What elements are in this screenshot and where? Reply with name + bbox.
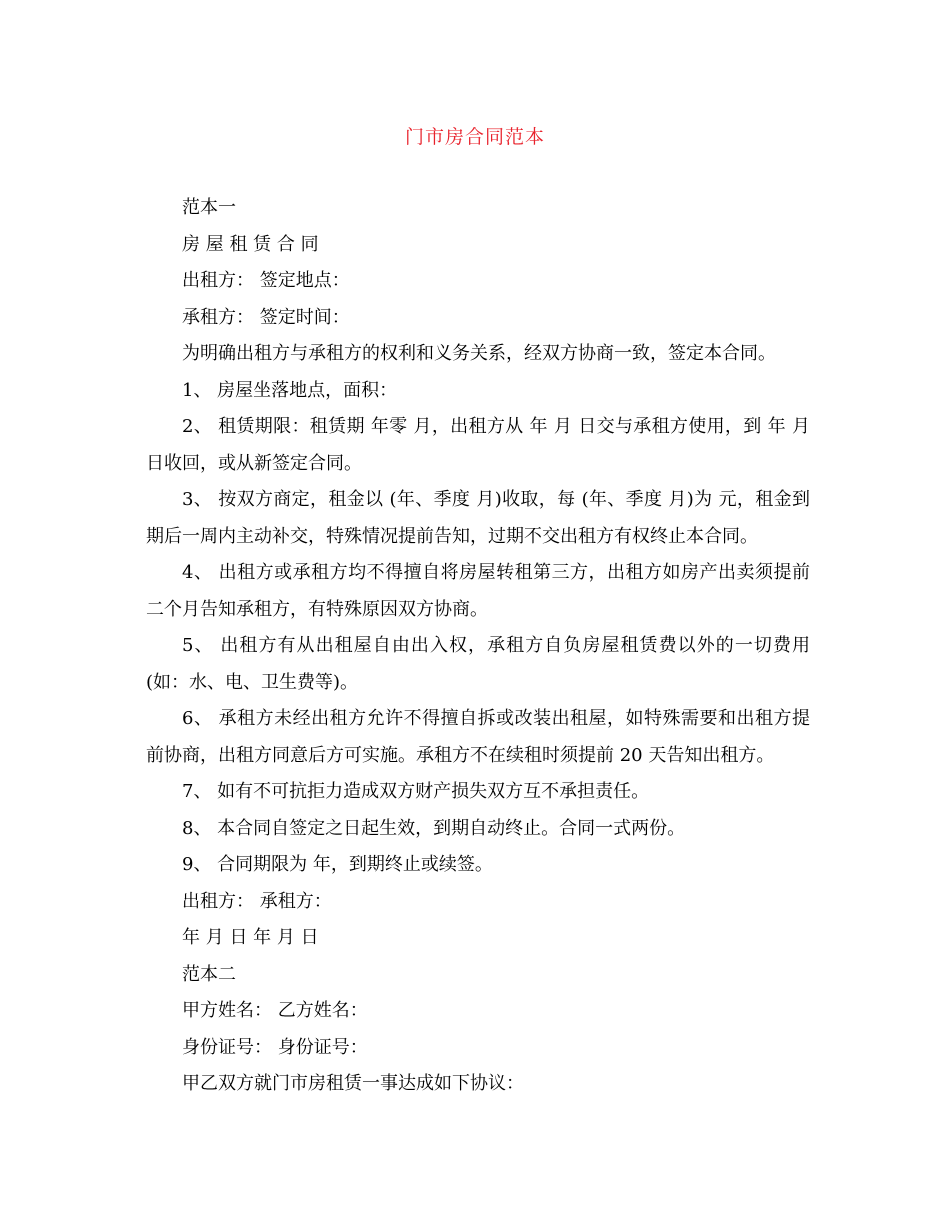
id-numbers-line: 身份证号： 身份证号： [182, 1036, 368, 1058]
lessor-signing-place-line: 出租方： 签定地点： [182, 270, 350, 291]
clause-1: 1、 房屋坐落地点，面积： [182, 379, 398, 401]
section-heading-template-two: 范本二 [182, 963, 236, 985]
clause-2: 2、 租赁期限：租赁期 年零 月，出租方从 年 月 日交与承租方使用，到 年 月日收回，或从新签定合同。 [146, 416, 810, 474]
section-heading-template-one: 范本一 [182, 197, 236, 218]
party-names-line: 甲方姓名： 乙方姓名： [182, 1000, 368, 1021]
clause-8: 8、 本合同自签定之日起生效，到期自动终止。合同一式两份。 [182, 817, 686, 839]
document-title: 门市房合同范本 [404, 126, 545, 148]
clause-9: 9、 合同期限为 年，到期终止或续签。 [182, 854, 493, 875]
signature-dates-line: 年 月 日 年 月 日 [182, 927, 319, 948]
contract-heading: 房 屋 租 赁 合 同 [182, 233, 319, 255]
signature-parties-line: 出租方： 承租方： [182, 890, 332, 912]
clause-3: 3、 按双方商定，租金以 (年、季度 月)收取，每 (年、季度 月)为 元，租金到期后一周内主动补交，特殊情况提前告知，过期不交出租方有权终止本合同。 [146, 489, 810, 547]
clause-7: 7、 如有不可抗拒力造成双方财产损失双方互不承担责任。 [182, 781, 650, 802]
clause-6: 6、 承租方未经出租方允许不得擅自拆或改装出租屋，如特殊需要和出租方提前协商，出租方同意后方可实施。承租方不在续租时须提前 20 天告知出租方。 [146, 708, 810, 766]
clause-5: 5、 出租方有从出租屋自由出入权，承租方自负房屋租赁费以外的一切费用(如：水、电、卫生费等)。 [146, 635, 810, 693]
preamble-paragraph: 为明确出租方与承租方的权利和义务关系，经双方协商一致，签定本合同。 [182, 343, 776, 364]
document-body [146, 190, 810, 1103]
agreement-intro-line: 甲乙双方就门市房租赁一事达成如下协议： [182, 1073, 524, 1094]
lessee-signing-time-line: 承租方： 签定时间： [182, 306, 350, 328]
clause-4: 4、 出租方或承租方均不得擅自将房屋转租第三方，出租方如房产出卖须提前二个月告知承租方，有特殊原因双方协商。 [146, 562, 810, 620]
